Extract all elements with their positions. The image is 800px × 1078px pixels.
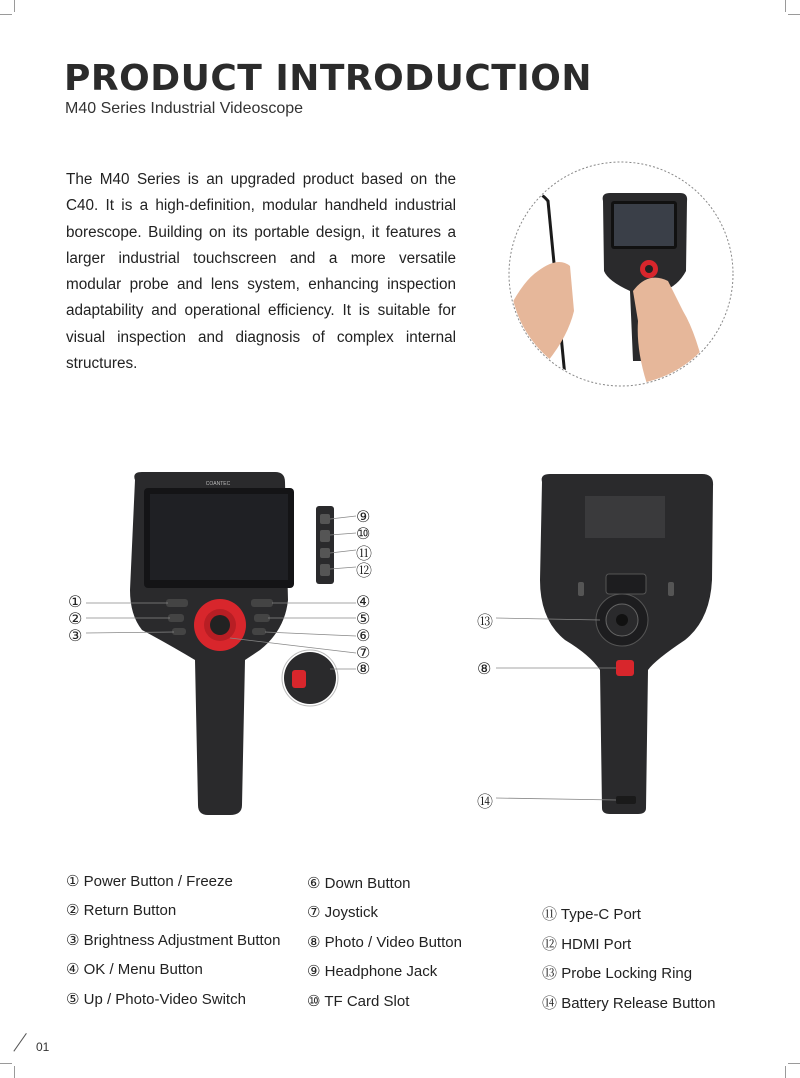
callout-12: ⑫ [356, 563, 373, 580]
brand-label: COANTEC [205, 481, 231, 487]
callout-7: ⑦ [356, 645, 371, 662]
crop-mark [0, 1063, 12, 1064]
page-title: PRODUCT INTRODUCTION [64, 58, 592, 99]
legend-item: ⑫ HDMI Port [542, 936, 632, 953]
legend-item: ① Power Button / Freeze [66, 873, 233, 890]
callout-8-back: ⑧ [477, 661, 492, 678]
legend-item: ③ Brightness Adjustment Button [66, 932, 281, 949]
legend-item: ⑧ Photo / Video Button [307, 934, 462, 951]
legend-item: ⑦ Joystick [307, 904, 378, 921]
callout-8: ⑧ [356, 661, 371, 678]
legend-item: ⑩ TF Card Slot [307, 993, 410, 1010]
legend-item: ⑨ Headphone Jack [307, 963, 438, 980]
crop-mark [788, 1063, 800, 1064]
legend-item: ⑤ Up / Photo-Video Switch [66, 991, 246, 1008]
callout-1: ① [68, 594, 83, 611]
legend-item: ② Return Button [66, 902, 177, 919]
callout-10: ⑩ [356, 526, 371, 543]
legend-item: ⑬ Probe Locking Ring [542, 965, 693, 982]
device-front-view [60, 470, 400, 820]
page-number-slash [13, 1033, 26, 1052]
callout-11: ⑪ [356, 546, 373, 563]
callout-6: ⑥ [356, 628, 371, 645]
crop-mark [14, 1066, 15, 1078]
crop-mark [788, 14, 800, 15]
product-in-hand-photo [508, 161, 734, 387]
callout-4: ④ [356, 594, 371, 611]
page-number: 01 [36, 1040, 50, 1054]
callout-13: ⑬ [477, 614, 494, 631]
legend-item: ⑥ Down Button [307, 875, 411, 892]
crop-mark [785, 0, 786, 12]
crop-mark [0, 14, 12, 15]
crop-mark [785, 1066, 786, 1078]
callout-2: ② [68, 611, 83, 628]
legend-item: ⑭ Battery Release Button [542, 995, 716, 1012]
intro-paragraph: The M40 Series is an upgraded product based on the C40. It is a high-definition, modular handheld industrial borescope. Building on its portable design, it features a larger industrial touchscreen and a more versatile modular probe and lens system, enhancing inspection adaptability and operational efficiency. It is suitable for visual inspection and diagnosis of complex internal structures. [66, 171, 456, 373]
callout-14: ⑭ [477, 794, 494, 811]
callout-5: ⑤ [356, 611, 371, 628]
page-subtitle: M40 Series Industrial Videoscope [65, 100, 304, 117]
callout-9: ⑨ [356, 509, 371, 526]
device-back-view [470, 470, 730, 820]
legend-item: ④ OK / Menu Button [66, 961, 203, 978]
crop-mark [14, 0, 15, 12]
callout-3: ③ [68, 628, 83, 645]
legend-item: ⑪ Type-C Port [542, 906, 641, 923]
